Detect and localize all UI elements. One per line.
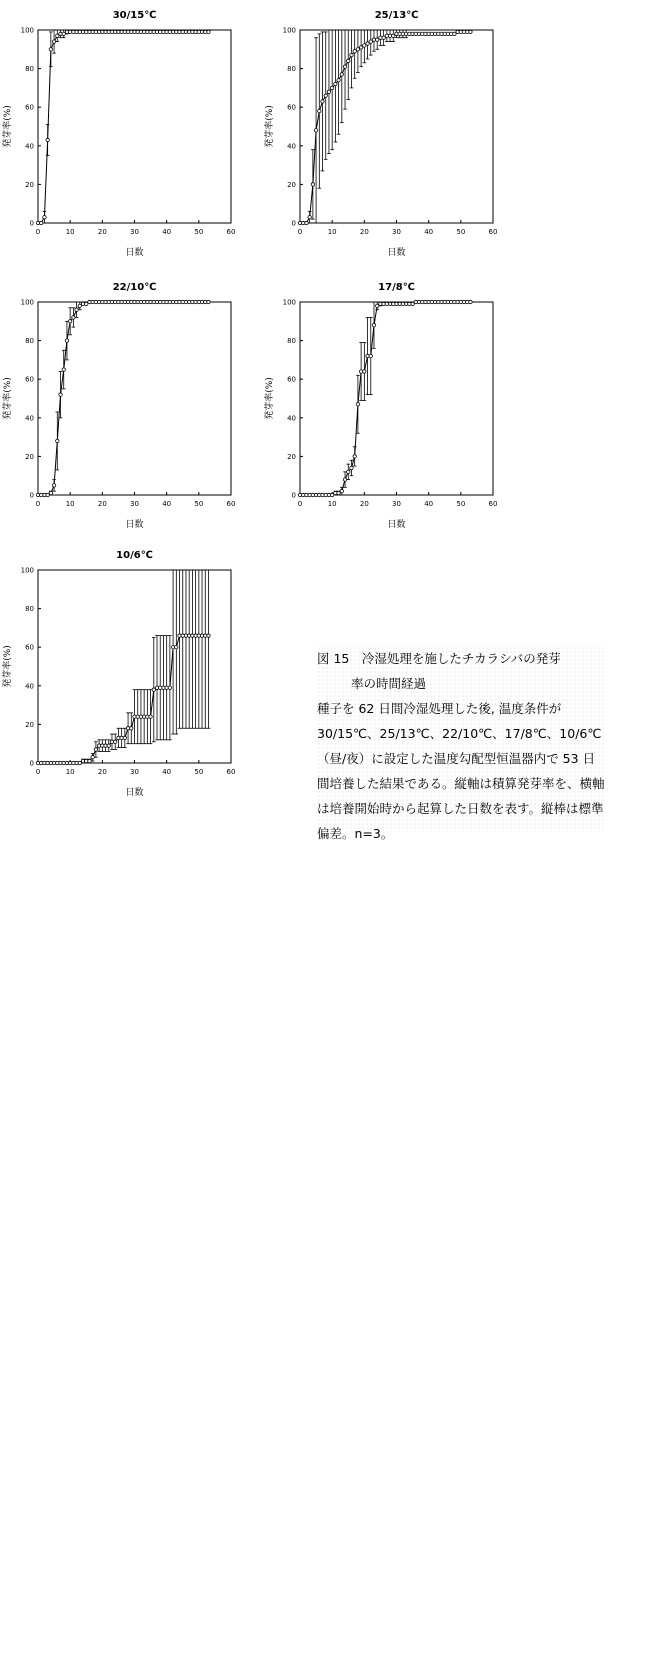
data-point: [376, 304, 379, 307]
y-tick-label: 20: [287, 180, 296, 189]
data-point: [327, 90, 330, 93]
chart-svg: [0, 0, 262, 268]
x-tick-label: 0: [35, 228, 41, 236]
data-point: [52, 484, 55, 487]
chart-10-6: [0, 540, 262, 808]
data-point: [49, 491, 52, 494]
y-tick-label: 60: [25, 103, 34, 112]
data-point: [107, 744, 110, 747]
data-point: [91, 756, 94, 759]
data-point: [330, 493, 333, 496]
data-point: [469, 30, 472, 33]
x-tick-label: 0: [297, 228, 303, 236]
x-tick-label: 50: [194, 768, 204, 776]
chart-svg: [0, 540, 262, 808]
x-tick-label: 30: [392, 500, 401, 508]
data-point: [353, 50, 356, 53]
y-tick-label: 80: [25, 65, 34, 74]
y-tick-label: 80: [25, 337, 34, 346]
y-tick-label: 20: [25, 180, 34, 189]
x-tick-label: 30: [130, 500, 139, 508]
data-point: [40, 221, 43, 224]
data-point: [207, 300, 210, 303]
data-point: [305, 221, 308, 224]
y-axis-label: 発芽率(%): [3, 377, 13, 420]
data-point: [207, 634, 210, 637]
y-tick-label: 20: [25, 452, 34, 461]
y-tick-label: 100: [20, 26, 34, 35]
y-tick-label: 20: [25, 720, 34, 729]
y-axis-label: 発芽率(%): [265, 105, 275, 148]
x-tick-label: 50: [194, 228, 204, 236]
y-tick-label: 40: [25, 142, 34, 151]
data-point: [350, 466, 353, 469]
data-point: [324, 94, 327, 97]
y-tick-label: 40: [25, 414, 34, 423]
series-line: [38, 32, 208, 223]
y-tick-label: 0: [291, 219, 296, 228]
y-tick-label: 100: [20, 566, 34, 575]
data-point: [376, 38, 379, 41]
data-point: [321, 100, 324, 103]
data-point: [337, 491, 340, 494]
x-tick-label: 30: [392, 228, 401, 236]
data-point: [149, 715, 152, 718]
data-point: [314, 129, 317, 132]
data-point: [207, 30, 210, 33]
chart-title: 10/6℃: [116, 550, 153, 561]
figure-caption: [317, 646, 605, 841]
data-point: [372, 323, 375, 326]
x-axis-label: 日数: [125, 788, 144, 798]
data-point: [56, 439, 59, 442]
data-point: [59, 393, 62, 396]
y-tick-label: 20: [287, 452, 296, 461]
x-tick-label: 10: [65, 500, 75, 508]
chart-17-8: [262, 272, 524, 540]
data-point: [130, 727, 133, 730]
data-point: [308, 216, 311, 219]
x-axis-label: 日数: [125, 520, 144, 530]
chart-title: 25/13℃: [374, 10, 419, 21]
x-axis-label: 日数: [387, 248, 406, 258]
data-point: [356, 403, 359, 406]
y-axis-label: 発芽率(%): [3, 105, 13, 148]
y-tick-label: 40: [287, 142, 296, 151]
x-tick-label: 60: [226, 500, 236, 508]
y-axis-label: 発芽率(%): [265, 377, 275, 420]
error-bars: [334, 302, 383, 495]
data-point: [369, 40, 372, 43]
data-point: [78, 304, 81, 307]
x-tick-label: 20: [359, 228, 369, 236]
data-point: [453, 32, 456, 35]
data-point: [62, 32, 65, 35]
data-point: [359, 46, 362, 49]
y-tick-label: 0: [29, 219, 34, 228]
y-tick-label: 80: [25, 605, 34, 614]
y-tick-label: 60: [25, 375, 34, 384]
data-point: [318, 109, 321, 112]
x-axis-label: 日数: [387, 520, 406, 530]
error-bars: [43, 30, 69, 223]
x-tick-label: 30: [130, 768, 139, 776]
chart-title: 30/15℃: [112, 10, 157, 21]
x-tick-label: 40: [162, 768, 172, 776]
y-tick-label: 60: [287, 103, 296, 112]
data-point: [347, 470, 350, 473]
y-tick-label: 40: [287, 414, 296, 423]
data-point: [65, 339, 68, 342]
caption-title-line2: 率の時間経過: [351, 676, 427, 691]
x-tick-label: 50: [194, 500, 204, 508]
x-tick-label: 0: [35, 768, 41, 776]
y-axis-label: 発芽率(%): [3, 645, 13, 688]
data-point: [88, 759, 91, 762]
data-point: [78, 761, 81, 764]
data-point: [353, 455, 356, 458]
data-point: [43, 216, 46, 219]
data-point: [46, 493, 49, 496]
x-tick-label: 40: [162, 228, 172, 236]
chart-title: 17/8℃: [378, 282, 415, 293]
data-point: [347, 59, 350, 62]
data-point: [337, 78, 340, 81]
data-point: [334, 82, 337, 85]
error-bars: [308, 22, 408, 223]
data-point: [469, 300, 472, 303]
y-tick-label: 100: [282, 26, 296, 35]
x-tick-label: 0: [297, 500, 303, 508]
x-tick-label: 40: [424, 500, 434, 508]
data-point: [56, 34, 59, 37]
x-tick-label: 20: [97, 768, 107, 776]
y-tick-label: 40: [25, 682, 34, 691]
x-tick-label: 10: [327, 228, 337, 236]
data-point: [311, 183, 314, 186]
data-point: [392, 34, 395, 37]
y-tick-label: 80: [287, 65, 296, 74]
series-line: [300, 302, 470, 495]
data-point: [94, 748, 97, 751]
data-point: [114, 740, 117, 743]
data-point: [343, 65, 346, 68]
data-point: [168, 686, 171, 689]
data-point: [369, 354, 372, 357]
chart-title: 22/10℃: [112, 282, 157, 293]
data-point: [85, 302, 88, 305]
x-tick-label: 10: [65, 228, 75, 236]
chart-svg: [262, 0, 524, 268]
y-tick-label: 0: [29, 491, 34, 500]
y-tick-label: 100: [20, 298, 34, 307]
y-tick-label: 0: [291, 491, 296, 500]
x-axis-label: 日数: [125, 248, 144, 258]
x-tick-label: 10: [327, 500, 337, 508]
data-point: [152, 688, 155, 691]
data-point: [46, 138, 49, 141]
data-point: [72, 316, 75, 319]
y-tick-label: 100: [282, 298, 296, 307]
x-tick-label: 50: [456, 500, 466, 508]
data-point: [49, 48, 52, 51]
x-tick-label: 40: [424, 228, 434, 236]
data-point: [123, 736, 126, 739]
data-point: [175, 646, 178, 649]
plot-frame: [300, 302, 493, 495]
chart-svg: [262, 272, 524, 540]
caption-body: 種子を 62 日間冷湿処理した後, 温度条件が 30/15℃、25/13℃、22/10℃、17/8℃、10/6℃（昼/夜）に設定した温度勾配型恒温器内で 53 日間培養した結果である。縦軸は積算発芽率を、横軸は培養開始時から起算した日数を表す。縦棒は標準偏差。n=3。: [317, 701, 605, 841]
plot-frame: [38, 30, 231, 223]
error-bars: [49, 302, 82, 495]
data-point: [340, 489, 343, 492]
x-tick-label: 20: [359, 500, 369, 508]
data-point: [75, 308, 78, 311]
error-bars: [81, 560, 210, 763]
data-point: [68, 320, 71, 323]
y-tick-label: 0: [29, 759, 34, 768]
data-point: [340, 73, 343, 76]
data-point: [62, 368, 65, 371]
y-tick-label: 60: [287, 375, 296, 384]
chart-30-15: [0, 0, 262, 268]
x-tick-label: 60: [488, 500, 498, 508]
data-point: [363, 370, 366, 373]
data-point: [356, 48, 359, 51]
x-tick-label: 60: [226, 228, 236, 236]
data-point: [330, 86, 333, 89]
data-point: [350, 53, 353, 56]
data-point: [382, 36, 385, 39]
data-point: [52, 40, 55, 43]
x-tick-label: 20: [97, 500, 107, 508]
series-line: [38, 302, 208, 495]
x-tick-label: 20: [97, 228, 107, 236]
data-point: [366, 42, 369, 45]
x-tick-label: 50: [456, 228, 466, 236]
x-tick-label: 10: [65, 768, 75, 776]
data-point: [343, 478, 346, 481]
x-tick-label: 40: [162, 500, 172, 508]
chart-25-13: [262, 0, 524, 268]
chart-22-10: [0, 272, 262, 540]
y-tick-label: 60: [25, 643, 34, 652]
data-point: [411, 302, 414, 305]
chart-svg: [0, 272, 262, 540]
data-point: [363, 44, 366, 47]
x-tick-label: 0: [35, 500, 41, 508]
x-tick-label: 60: [226, 768, 236, 776]
y-tick-label: 80: [287, 337, 296, 346]
caption-title-line1: 図 15 冷湿処理を施したチカラシバの発芽: [317, 651, 561, 666]
x-tick-label: 60: [488, 228, 498, 236]
x-tick-label: 30: [130, 228, 139, 236]
